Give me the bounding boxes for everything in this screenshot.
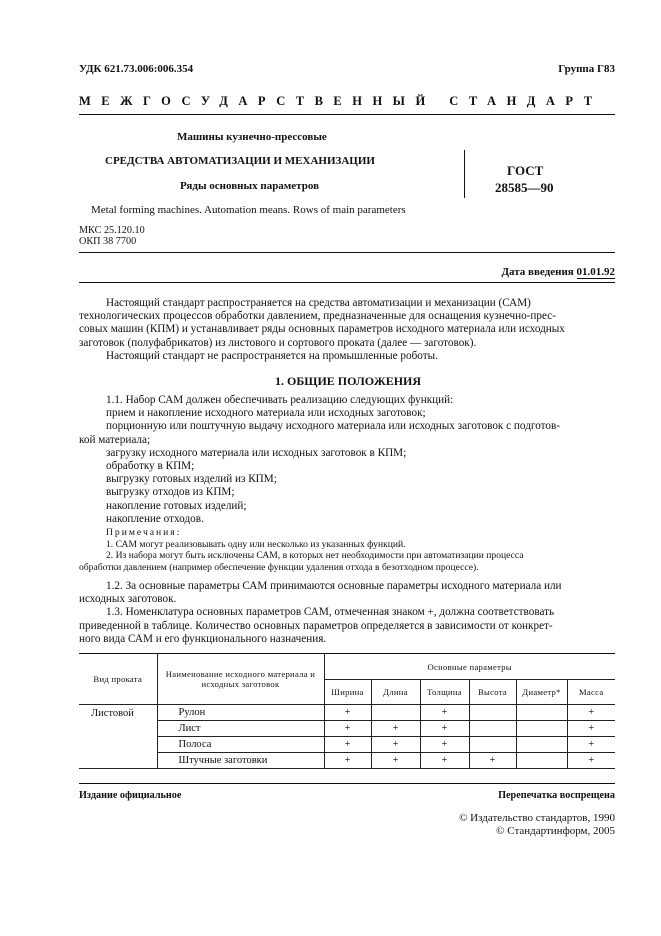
intro-line: совых машин (КПМ) и устанавливает ряды основных параметров исходного материала или исходных: [79, 323, 565, 336]
notes-label: Примечания:: [106, 527, 182, 538]
function-item: прием и накопление исходного материала или исходных заготовок;: [106, 407, 426, 420]
section-1-1: [79, 394, 615, 526]
mark-cell: +: [469, 753, 516, 769]
mark-cell: +: [567, 705, 615, 721]
material-name: Штучные заготовки: [157, 753, 324, 769]
function-item: кой материала;: [79, 433, 151, 446]
note-item: 2. Из набора могут быть исключены САМ, в которых нет необходимости при автоматизации процесса: [106, 550, 524, 562]
intro-date-label: Дата введения: [501, 266, 574, 278]
mark-cell: +: [420, 721, 469, 737]
mark-cell: +: [324, 721, 371, 737]
function-item: накопление отходов.: [106, 512, 204, 525]
section-heading: 1. ОБЩИЕ ПОЛОЖЕНИЯ: [275, 374, 422, 388]
intro-line: Настоящий стандарт распространяется на средства автоматизации и механизации (САМ): [106, 297, 531, 309]
parameters-table: [79, 653, 615, 769]
gost-label: ГОСТ: [507, 163, 544, 178]
mark-cell: +: [420, 737, 469, 753]
intro-date: [501, 266, 615, 278]
intro-line: технологических процессов обработки давлением, предназначенные для оснащения кузнечно-прес-: [79, 310, 556, 323]
function-item: порционную или поштучную выдачу исходного материала или исходных заготовок с подготов-: [106, 420, 560, 433]
note-item: 1. САМ могут реализовывать одну или несколько из указанных функций.: [106, 538, 406, 550]
title-line-2: СРЕДСТВА АВТОМАТИЗАЦИИ И МЕХАНИЗАЦИИ: [105, 155, 375, 167]
material-name: Рулон: [157, 705, 324, 721]
header-param: Масса: [567, 680, 615, 705]
header-param: Ширина: [324, 680, 371, 705]
item-1-1: 1.1. Набор САМ должен обеспечивать реализацию следующих функций:: [106, 394, 454, 406]
date-rule: [79, 282, 615, 283]
header-param: Толщина: [420, 680, 469, 705]
mark-cell: +: [371, 721, 420, 737]
mark-cell: [469, 705, 516, 721]
intro-scope-exclusion: Настоящий стандарт не распространяется на промышленные роботы.: [106, 349, 438, 362]
table-row: [79, 753, 615, 769]
section-1-2: [79, 580, 615, 646]
material-name: Лист: [157, 721, 324, 737]
intro-paragraph: [79, 297, 615, 363]
header-main-params: Основные параметры: [324, 654, 615, 680]
mark-cell: [516, 753, 567, 769]
mark-cell: +: [324, 737, 371, 753]
standard-type: МЕЖГОСУДАРСТВЕННЫЙ СТАНДАРТ: [79, 94, 603, 108]
mark-cell: [469, 721, 516, 737]
header-material-name: Наименование исходного материала и исходных заготовок: [157, 654, 324, 705]
official-edition: Издание официальное: [79, 790, 182, 801]
group-code: Группа Г83: [558, 63, 615, 75]
table-row: [79, 705, 615, 721]
mark-cell: [516, 721, 567, 737]
udk-code: УДК 621.73.006:006.354: [79, 63, 194, 75]
table-row: [79, 721, 615, 737]
gost-number: 28585—90: [495, 180, 554, 195]
mks-code: МКС 25.120.10: [79, 225, 145, 236]
note-item: обработки давлением (например обеспечение функции удаления отхода в безотходном процессе).: [79, 561, 479, 573]
header-param: Диаметр*: [516, 680, 567, 705]
title-line-1: Машины кузнечно-прессовые: [177, 131, 327, 143]
okp-code: ОКП 38 7700: [79, 236, 137, 247]
mark-cell: +: [324, 753, 371, 769]
copyright-2005: © Стандартинформ, 2005: [496, 825, 615, 837]
mark-cell: +: [567, 753, 615, 769]
notes-block: [79, 527, 615, 573]
mark-cell: +: [420, 705, 469, 721]
mark-cell: [516, 705, 567, 721]
material-name: Полоса: [157, 737, 324, 753]
function-item: выгрузку отходов из КПМ;: [106, 486, 235, 499]
mark-cell: +: [324, 705, 371, 721]
table-row: [79, 737, 615, 753]
item-1-2: исходных заготовок.: [79, 593, 177, 606]
mark-cell: +: [567, 721, 615, 737]
title-divider: [464, 150, 465, 198]
intro-line: заготовок (полуфабрикатов) из листового и сортового проката (далее — заготовок).: [79, 336, 477, 349]
function-item: накопление готовых изделий;: [106, 499, 247, 512]
item-1-2: 1.2. За основные параметры САМ принимаются основные параметры исходного материала или: [106, 580, 562, 592]
item-1-3: 1.3. Номенклатура основных параметров САМ, отмеченная знаком +, должна соответствовать: [106, 606, 555, 619]
intro-date-value: 01.01.92: [576, 266, 615, 278]
mark-cell: [516, 737, 567, 753]
mark-cell: +: [420, 753, 469, 769]
english-title: Metal forming machines. Automation means. Rows of main parameters: [91, 204, 406, 216]
item-1-3: приведенной в таблице. Количество основных параметров определяется в зависимости от конкрет-: [79, 619, 553, 632]
header-rolling-type: Вид проката: [79, 654, 157, 705]
title-line-3: Ряды основных параметров: [180, 180, 320, 192]
mark-cell: +: [567, 737, 615, 753]
reprint-notice: Перепечатка воспрещена: [498, 790, 615, 801]
copyright-1990: © Издательство стандартов, 1990: [459, 812, 615, 824]
mark-cell: [469, 737, 516, 753]
item-1-3: ного вида САМ и его функционального назначения.: [79, 632, 327, 645]
mark-cell: +: [371, 737, 420, 753]
mark-cell: [371, 705, 420, 721]
function-item: обработку в КПМ;: [106, 460, 195, 473]
footer-rule: [79, 783, 615, 784]
classification-rule: [79, 252, 615, 253]
mark-cell: +: [371, 753, 420, 769]
rolling-type-cell: Листовой: [79, 705, 157, 769]
function-item: выгрузку готовых изделий из КПМ;: [106, 473, 277, 486]
header-rule: [79, 114, 615, 115]
header-param: Высота: [469, 680, 516, 705]
function-item: загрузку исходного материала или исходных заготовок в КПМ;: [106, 446, 407, 459]
header-param: Длина: [371, 680, 420, 705]
